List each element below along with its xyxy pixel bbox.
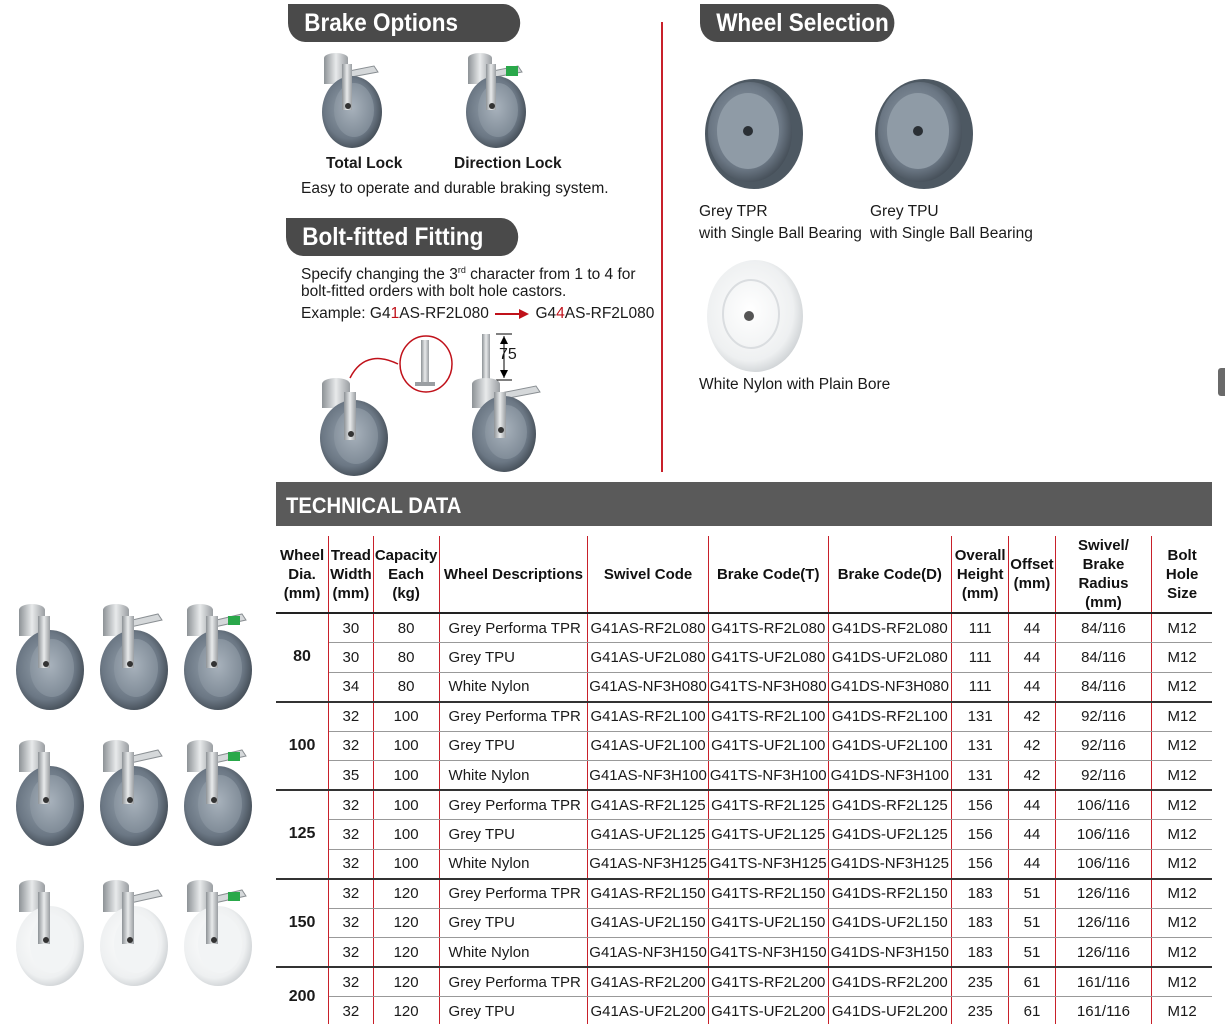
table-row — [276, 731, 1212, 761]
table-cell: 44 — [1009, 672, 1055, 702]
grey-tpr-name: Grey TPR — [699, 203, 768, 220]
table-cell: 92/116 — [1055, 702, 1152, 732]
table-cell: 183 — [952, 879, 1009, 909]
table-cell: 92/116 — [1055, 761, 1152, 791]
table-cell: 106/116 — [1055, 790, 1152, 820]
table-cell: 61 — [1009, 997, 1055, 1024]
column-header-text: Height — [956, 565, 1004, 583]
table-cell: M12 — [1152, 613, 1212, 643]
table-cell: M12 — [1152, 997, 1212, 1024]
line1-text-end: character from 1 to 4 for — [465, 266, 636, 284]
table-row — [276, 820, 1212, 850]
column-header-text: Dia. — [288, 565, 316, 583]
table-cell: G41DS-RF2L125 — [828, 790, 952, 820]
grey-tpu-bearing: with Single Ball Bearing — [870, 225, 1033, 242]
table-cell: 156 — [952, 790, 1009, 820]
table-row — [276, 790, 1212, 820]
column-header-text: (mm) — [1085, 594, 1122, 611]
column-header-text: Capacity — [374, 546, 438, 564]
section-divider — [661, 22, 663, 472]
table-cell: 126/116 — [1055, 879, 1152, 909]
table-cell: 80 — [373, 672, 439, 702]
example-from-char: 1 — [390, 305, 400, 322]
line1-text: Specify changing the 3 — [301, 266, 458, 284]
white-nylon-wheel-image — [705, 258, 805, 374]
table-cell: G41DS-UF2L200 — [828, 997, 952, 1024]
table-cell: 106/116 — [1055, 849, 1152, 879]
white-nylon-direction-castor-image — [178, 876, 262, 988]
table-cell: 131 — [952, 702, 1009, 732]
column-header — [1009, 536, 1055, 613]
table-row — [276, 761, 1212, 791]
table-cell: G41AS-RF2L125 — [588, 790, 709, 820]
wheel-diameter-cell: 200 — [276, 967, 329, 1024]
table-cell: G41TS-UF2L150 — [708, 908, 828, 938]
table-cell: 42 — [1009, 761, 1055, 791]
example-from-suffix: AS-RF2L080 — [399, 305, 489, 322]
bolt-instruction-line2: bolt-fitted orders with bolt hole castors. — [301, 283, 567, 300]
column-header — [439, 536, 588, 613]
table-cell: 126/116 — [1055, 908, 1152, 938]
table-cell: 100 — [373, 790, 439, 820]
bolt-dimension-label: 75 — [499, 346, 517, 363]
column-header-text: Swivel Code — [603, 565, 693, 583]
column-header — [588, 536, 709, 613]
column-header — [329, 536, 374, 613]
table-cell: G41AS-NF3H080 — [588, 672, 709, 702]
grey-total-castor-image — [94, 736, 178, 848]
table-cell: G41TS-RF2L080 — [708, 613, 828, 643]
table-cell: 120 — [373, 908, 439, 938]
table-cell: 131 — [952, 731, 1009, 761]
column-header-text: (mm) — [1013, 575, 1051, 592]
table-cell: White Nylon — [439, 849, 588, 879]
brake-options-title: Brake Options — [304, 9, 458, 37]
table-cell: 34 — [329, 672, 374, 702]
table-cell: White Nylon — [439, 672, 588, 702]
table-cell: 30 — [329, 613, 374, 643]
red-arrow-icon — [495, 309, 529, 319]
example-to-prefix: G4 — [535, 305, 557, 322]
table-cell: 183 — [952, 908, 1009, 938]
table-cell: 30 — [329, 643, 374, 673]
ordinal-suffix: rd — [457, 265, 466, 275]
table-cell: Grey Performa TPR — [439, 702, 588, 732]
table-cell: G41AS-UF2L125 — [588, 820, 709, 850]
table-cell: 100 — [373, 702, 439, 732]
table-cell: G41TS-NF3H150 — [708, 938, 828, 968]
product-images — [10, 600, 272, 980]
table-cell: 51 — [1009, 879, 1055, 909]
table-cell: 80 — [373, 613, 439, 643]
table-cell: G41AS-UF2L150 — [588, 908, 709, 938]
table-cell: 100 — [373, 761, 439, 791]
brake-description: Easy to operate and durable braking system. — [301, 180, 609, 197]
table-row — [276, 643, 1212, 673]
column-header-text: Bolt Hole — [1165, 546, 1199, 583]
table-cell: 92/116 — [1055, 731, 1152, 761]
table-cell: 235 — [952, 967, 1009, 997]
grey-tpu-name: Grey TPU — [870, 203, 939, 220]
grey-total-castor-image — [94, 600, 178, 712]
table-cell: 100 — [373, 820, 439, 850]
table-cell: 32 — [329, 879, 374, 909]
table-cell: 44 — [1009, 849, 1055, 879]
column-header-text: (mm) — [332, 584, 370, 602]
wheel-selection-header — [700, 4, 894, 42]
column-header-text: Radius — [1078, 575, 1129, 592]
table-cell: 35 — [329, 761, 374, 791]
table-cell: 161/116 — [1055, 997, 1152, 1024]
column-header — [1152, 536, 1212, 613]
table-cell: 32 — [329, 820, 374, 850]
bolt-hole-castor-image — [312, 334, 472, 474]
table-cell: G41AS-RF2L100 — [588, 702, 709, 732]
side-tab — [1218, 368, 1225, 396]
table-cell: 32 — [329, 908, 374, 938]
table-cell: 42 — [1009, 702, 1055, 732]
table-cell: 42 — [1009, 731, 1055, 761]
table-cell: 84/116 — [1055, 643, 1152, 673]
table-cell: M12 — [1152, 967, 1212, 997]
table-cell: G41DS-NF3H100 — [828, 761, 952, 791]
table-cell: 44 — [1009, 820, 1055, 850]
table-cell: M12 — [1152, 761, 1212, 791]
table-cell: 32 — [329, 702, 374, 732]
table-body — [276, 613, 1212, 1024]
table-cell: 84/116 — [1055, 613, 1152, 643]
total-lock-label: Total Lock — [326, 155, 403, 172]
table-cell: 100 — [373, 731, 439, 761]
wheel-diameter-cell: 150 — [276, 879, 329, 968]
table-cell: Grey TPU — [439, 820, 588, 850]
column-header-text: Width — [330, 565, 372, 583]
column-header-text: Brake Code(D) — [837, 565, 942, 583]
column-header — [276, 536, 329, 613]
table-cell: 51 — [1009, 908, 1055, 938]
table-cell: G41DS-NF3H080 — [828, 672, 952, 702]
table-cell: G41AS-NF3H125 — [588, 849, 709, 879]
table-row — [276, 967, 1212, 997]
table-cell: 44 — [1009, 790, 1055, 820]
table-cell: M12 — [1152, 820, 1212, 850]
table-cell: G41TS-RF2L100 — [708, 702, 828, 732]
table-cell: Grey Performa TPR — [439, 613, 588, 643]
table-cell: 80 — [373, 643, 439, 673]
table-cell: 100 — [373, 849, 439, 879]
bolt-fitted-title: Bolt-fitted Fitting — [302, 223, 484, 251]
column-header — [828, 536, 952, 613]
table-cell: G41TS-UF2L125 — [708, 820, 828, 850]
table-cell: White Nylon — [439, 938, 588, 968]
table-cell: 61 — [1009, 967, 1055, 997]
table-cell: Grey TPU — [439, 997, 588, 1024]
table-cell: G41TS-RF2L125 — [708, 790, 828, 820]
grey-direction-castor-image — [178, 736, 262, 848]
example-label: Example: — [301, 305, 370, 322]
table-cell: White Nylon — [439, 761, 588, 791]
wheel-diameter-cell: 125 — [276, 790, 329, 879]
table-cell: Grey Performa TPR — [439, 790, 588, 820]
column-header — [373, 536, 439, 613]
table-cell: G41DS-UF2L100 — [828, 731, 952, 761]
table-cell: G41AS-RF2L080 — [588, 613, 709, 643]
table-cell: M12 — [1152, 702, 1212, 732]
table-cell: 111 — [952, 643, 1009, 673]
table-cell: 111 — [952, 672, 1009, 702]
table-cell: 32 — [329, 997, 374, 1024]
example-to-char: 4 — [556, 305, 565, 322]
table-cell: 51 — [1009, 938, 1055, 968]
technical-data-title: TECHNICAL DATA — [286, 493, 462, 518]
table-cell: G41DS-NF3H150 — [828, 938, 952, 968]
white-nylon-fixed-castor-image — [10, 876, 94, 988]
direction-lock-castor-image — [460, 50, 540, 150]
table-cell: G41AS-NF3H150 — [588, 938, 709, 968]
column-header-text: Tread — [330, 546, 371, 564]
table-cell: G41DS-NF3H125 — [828, 849, 952, 879]
grey-direction-castor-image — [178, 600, 262, 712]
grey-tpu-label — [870, 201, 1033, 245]
table-header-row — [276, 536, 1212, 613]
table-cell: G41TS-RF2L200 — [708, 967, 828, 997]
table-cell: 126/116 — [1055, 938, 1152, 968]
table-cell: G41TS-NF3H125 — [708, 849, 828, 879]
grey-tpr-label — [699, 201, 862, 245]
column-header — [708, 536, 828, 613]
table-row — [276, 613, 1212, 643]
column-header-text: Wheel Descriptions — [443, 565, 584, 583]
table-cell: Grey TPU — [439, 643, 588, 673]
table-cell: M12 — [1152, 672, 1212, 702]
grey-tpr-wheel-image — [703, 78, 805, 194]
table-row — [276, 849, 1212, 879]
grey-tpr-bearing: with Single Ball Bearing — [699, 225, 862, 242]
bolt-example — [301, 303, 654, 325]
table-row — [276, 879, 1212, 909]
wheel-diameter-cell: 100 — [276, 702, 329, 791]
table-cell: G41TS-UF2L200 — [708, 997, 828, 1024]
table-cell: G41DS-UF2L150 — [828, 908, 952, 938]
table-cell: 183 — [952, 938, 1009, 968]
table-cell: M12 — [1152, 938, 1212, 968]
table-cell: 106/116 — [1055, 820, 1152, 850]
grey-tpu-wheel-image — [873, 78, 975, 194]
table-cell: G41DS-UF2L080 — [828, 643, 952, 673]
table-cell: 32 — [329, 790, 374, 820]
table-cell: G41TS-UF2L100 — [708, 731, 828, 761]
table-cell: G41DS-RF2L150 — [828, 879, 952, 909]
table-cell: G41TS-RF2L150 — [708, 879, 828, 909]
table-cell: G41TS-NF3H080 — [708, 672, 828, 702]
table-cell: G41DS-UF2L125 — [828, 820, 952, 850]
wheel-diameter-cell: 80 — [276, 613, 329, 702]
table-cell: 235 — [952, 997, 1009, 1024]
table-cell: G41DS-RF2L100 — [828, 702, 952, 732]
grey-fixed-castor-image — [10, 736, 94, 848]
table-cell: 32 — [329, 731, 374, 761]
column-header-text: Offset — [1010, 556, 1054, 573]
column-header-text: (kg) — [392, 584, 420, 602]
column-header-text: Size — [1167, 584, 1198, 602]
table-cell: M12 — [1152, 849, 1212, 879]
table-cell: Grey TPU — [439, 908, 588, 938]
table-cell: M12 — [1152, 731, 1212, 761]
wheel-selection-title: Wheel Selection — [716, 9, 889, 37]
table-cell: 131 — [952, 761, 1009, 791]
table-cell: G41AS-RF2L150 — [588, 879, 709, 909]
table-cell: Grey TPU — [439, 731, 588, 761]
table-cell: 111 — [952, 613, 1009, 643]
table-cell: 120 — [373, 938, 439, 968]
example-to-suffix: AS-RF2L080 — [564, 305, 655, 322]
white-nylon-total-castor-image — [94, 876, 178, 988]
column-header-text: Each — [388, 565, 425, 583]
table-cell: G41AS-UF2L100 — [588, 731, 709, 761]
table-cell: G41DS-RF2L200 — [828, 967, 952, 997]
table-cell: 156 — [952, 820, 1009, 850]
grey-fixed-castor-image — [10, 600, 94, 712]
technical-data-header — [276, 482, 1212, 526]
example-from-prefix: G4 — [369, 305, 391, 322]
table-row — [276, 997, 1212, 1024]
table-cell: 120 — [373, 967, 439, 997]
table-cell: 44 — [1009, 613, 1055, 643]
table-cell: 120 — [373, 879, 439, 909]
column-header-text: (mm) — [961, 584, 999, 602]
column-header-text: (mm) — [283, 584, 321, 602]
technical-data-table — [276, 536, 1212, 1024]
bolt-fitted-header — [286, 218, 518, 256]
column-header-text: Wheel — [279, 546, 325, 564]
table-row — [276, 908, 1212, 938]
table-cell: M12 — [1152, 643, 1212, 673]
table-cell: 84/116 — [1055, 672, 1152, 702]
table-cell: M12 — [1152, 908, 1212, 938]
direction-lock-label: Direction Lock — [454, 155, 562, 172]
column-header-text: Brake Code(T) — [716, 565, 820, 583]
table-row — [276, 938, 1212, 968]
table-cell: G41AS-UF2L080 — [588, 643, 709, 673]
column-header-text: Overall — [954, 546, 1006, 564]
table-row — [276, 672, 1212, 702]
table-cell: 161/116 — [1055, 967, 1152, 997]
table-cell: 44 — [1009, 643, 1055, 673]
table-cell: M12 — [1152, 879, 1212, 909]
table-cell: G41AS-RF2L200 — [588, 967, 709, 997]
table-cell: M12 — [1152, 790, 1212, 820]
table-cell: G41AS-NF3H100 — [588, 761, 709, 791]
column-header — [1055, 536, 1152, 613]
brake-options-header — [288, 4, 520, 42]
table-cell: G41TS-NF3H100 — [708, 761, 828, 791]
table-row — [276, 702, 1212, 732]
table-cell: G41TS-UF2L080 — [708, 643, 828, 673]
table-cell: G41AS-UF2L200 — [588, 997, 709, 1024]
white-nylon-label: White Nylon with Plain Bore — [699, 376, 891, 393]
table-cell: 32 — [329, 849, 374, 879]
table-cell: Grey Performa TPR — [439, 967, 588, 997]
table-cell: 156 — [952, 849, 1009, 879]
column-header — [952, 536, 1009, 613]
table-cell: 32 — [329, 938, 374, 968]
table-cell: 32 — [329, 967, 374, 997]
table-cell: Grey Performa TPR — [439, 879, 588, 909]
table-cell: 120 — [373, 997, 439, 1024]
total-lock-castor-image — [316, 50, 396, 150]
column-header-text: Swivel/ Brake — [1078, 537, 1129, 573]
table-cell: G41DS-RF2L080 — [828, 613, 952, 643]
